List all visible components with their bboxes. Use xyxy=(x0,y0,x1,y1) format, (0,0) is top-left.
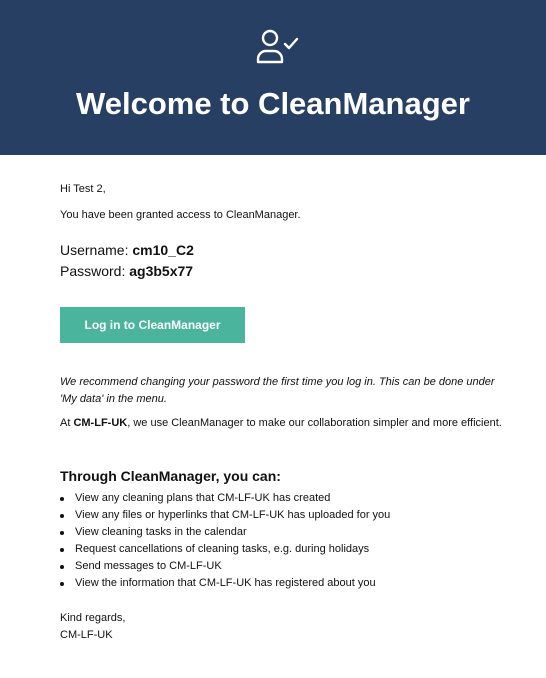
email-header xyxy=(0,0,546,155)
list-item-text: View the information that CM-LF-UK has registered about you xyxy=(75,577,376,589)
access-granted-text: You have been granted access to CleanManager. xyxy=(60,209,301,221)
password-value: ag3b5x77 xyxy=(129,263,194,279)
list-item xyxy=(60,541,390,558)
login-button[interactable]: Log in to CleanManager xyxy=(60,307,245,343)
list-item xyxy=(60,490,390,507)
list-item-text: View cleaning tasks in the calendar xyxy=(75,526,247,538)
bullet-icon xyxy=(60,582,64,586)
bullet-icon xyxy=(60,565,64,569)
password-label: Password: xyxy=(60,263,130,279)
list-item xyxy=(60,575,390,592)
closing-regards: Kind regards, xyxy=(60,612,126,624)
list-item xyxy=(60,524,390,541)
collaboration-text xyxy=(60,415,510,432)
username-value: cm10_C2 xyxy=(132,242,194,258)
username-label: Username: xyxy=(60,242,133,258)
bullet-icon xyxy=(60,531,64,535)
greeting-text: Hi Test 2, xyxy=(60,183,106,195)
collab-prefix: At xyxy=(60,417,74,429)
user-check-icon xyxy=(255,28,299,64)
list-item-text: View any cleaning plans that CM-LF-UK has created xyxy=(75,492,331,504)
collab-suffix: , we use CleanManager to make our collaboration simpler and more efficient. xyxy=(127,417,502,429)
username-line xyxy=(60,241,194,259)
closing-signature: CM-LF-UK xyxy=(60,629,113,641)
password-line xyxy=(60,262,193,280)
bullet-icon xyxy=(60,497,64,501)
list-item xyxy=(60,558,390,575)
company-name: CM-LF-UK xyxy=(73,417,128,429)
list-item-text: View any files or hyperlinks that CM-LF-UK has uploaded for you xyxy=(75,509,391,521)
features-list xyxy=(60,490,390,592)
list-item-text: Request cancellations of cleaning tasks, e.g. during holidays xyxy=(75,543,370,555)
bullet-icon xyxy=(60,548,64,552)
list-item xyxy=(60,507,390,524)
features-heading: Through CleanManager, you can: xyxy=(60,468,281,484)
list-item-text: Send messages to CM-LF-UK xyxy=(75,560,222,572)
page-title: Welcome to CleanManager xyxy=(76,86,470,121)
bullet-icon xyxy=(60,514,64,518)
password-recommendation-text: We recommend changing your password the first time you log in. This can be done under 'My data' in the menu. xyxy=(60,376,495,405)
closing-block xyxy=(60,610,125,644)
